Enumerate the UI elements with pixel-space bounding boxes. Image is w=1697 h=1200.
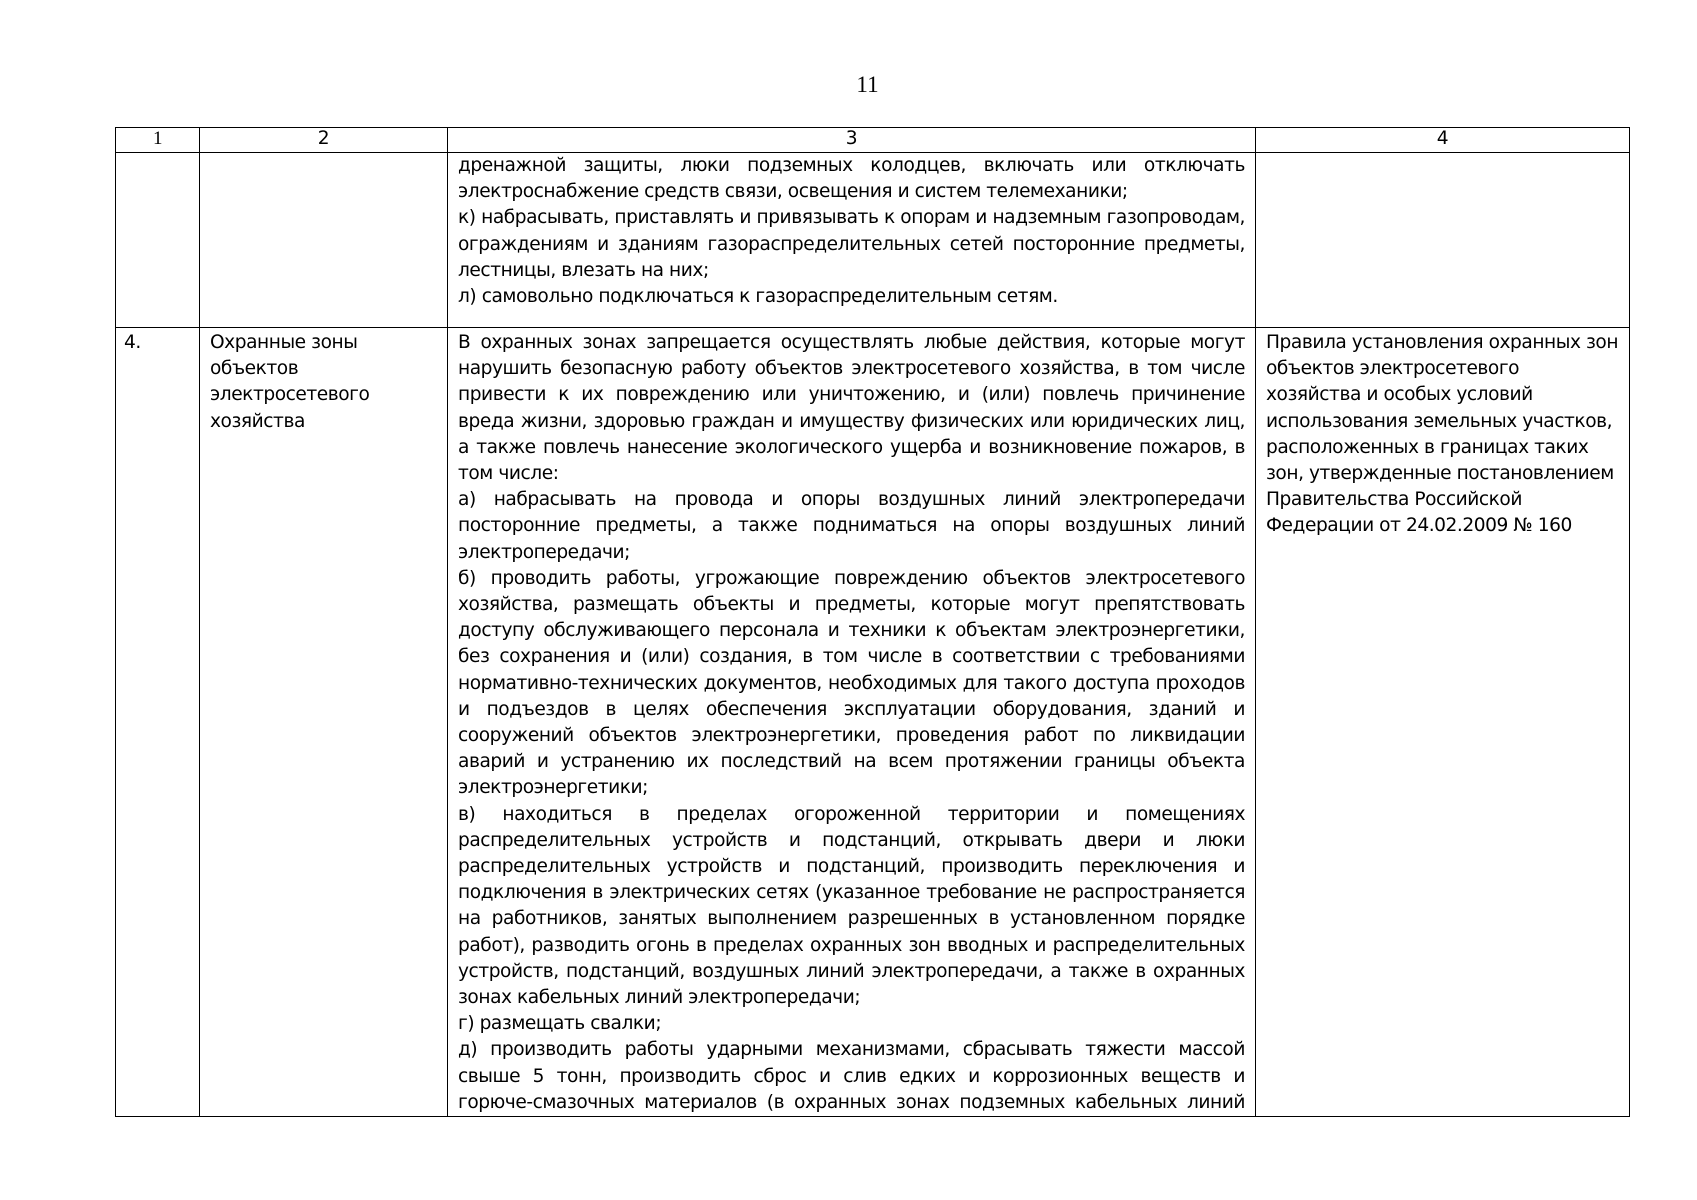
- restriction-paragraph: л) самовольно подключаться к газораспределительным сетям.: [458, 286, 1058, 308]
- column-number-1: 1: [116, 128, 200, 153]
- table-row: [116, 153, 1630, 328]
- zone-name-cell: [200, 153, 448, 328]
- restriction-paragraph: а) набрасывать на провода и опоры воздушных линий электропередачи посторонние предметы, а также подниматься на опоры воздушных линий электропередачи;: [458, 489, 1245, 563]
- restriction-paragraph: В охранных зонах запрещается осуществлять любые действия, которые могут нарушить безопасную работу объектов электросетевого хозяйства, в том числе привести к их повреждению или уничтожению, и (или) повлечь причинение вреда жизни, здоровью граждан и имуществу физических или юридических лиц, а также повлечь нанесение экологического ущерба и возникновение пожаров, в том числе:: [458, 332, 1245, 485]
- restrictions-cell: [448, 153, 1256, 328]
- restriction-paragraph: б) проводить работы, угрожающие повреждению объектов электросетевого хозяйства, размещать объекты и предметы, которые могут препятствовать доступу обслуживающего персонала и техники к объектам электроэнергетики, без сохранения и (или) создания, в том числе в соответствии с требованиями нормативно-технических документов, необходимых для такого доступа проходов и подъездов в целях обеспечения эксплуатации оборудования, зданий и сооружений объектов электроэнергетики, проведения работ по ликвидации аварий и устранению их последствий на всем протяжении границы объекта электроэнергетики;: [458, 567, 1245, 799]
- restriction-paragraph: д) производить работы ударными механизмами, сбрасывать тяжести массой свыше 5 тонн, производить сброс и слив едких и коррозионных веществ и горюче-смазочных материалов (в охранных зонах подземных кабельных линий: [458, 1039, 1245, 1113]
- column-number-row: [116, 128, 1630, 153]
- restriction-paragraph: г) размещать свалки;: [458, 1013, 662, 1035]
- column-number-4: 4: [1256, 128, 1630, 153]
- restriction-paragraph: дренажной защиты, люки подземных колодцев, включать или отключать электроснабжение средств связи, освещения и систем телемеханики;: [458, 155, 1245, 203]
- legal-source-cell: Правила установления охранных зон объектов электросетевого хозяйства и особых условий использования земельных участков, расположенных в границах таких зон, утвержденные постановлением Правительства Российской Федерации от 24.02.2009 № 160: [1256, 328, 1630, 1117]
- restrictions-table: [115, 127, 1630, 1117]
- row-number-cell: 4.: [116, 328, 200, 1117]
- column-number-3: 3: [448, 128, 1256, 153]
- restriction-paragraph: к) набрасывать, приставлять и привязывать к опорам и надземным газопроводам, ограждениям и зданиям газораспределительных сетей посторонние предметы, лестницы, влезать на них;: [458, 207, 1245, 281]
- restriction-paragraph: в) находиться в пределах огороженной территории и помещениях распределительных устройств и подстанций, открывать двери и люки распределительных устройств и подстанций, производить переключения и подключения в электрических сетях (указанное требование не распространяется на работников, занятых выполнением разрешенных в установленном порядке работ), разводить огонь в пределах охранных зон вводных и распределительных устройств, подстанций, воздушных линий электропередачи, а также в охранных зонах кабельных линий электропередачи;: [458, 803, 1245, 1009]
- row-number-cell: [116, 153, 200, 328]
- page-number: 11: [856, 72, 879, 97]
- column-number-2: 2: [200, 128, 448, 153]
- restrictions-cell: [448, 328, 1256, 1117]
- legal-source-cell: [1256, 153, 1630, 328]
- zone-name-cell: Охранные зоны объектов электросетевого хозяйства: [200, 328, 448, 1117]
- table-row: [116, 328, 1630, 1117]
